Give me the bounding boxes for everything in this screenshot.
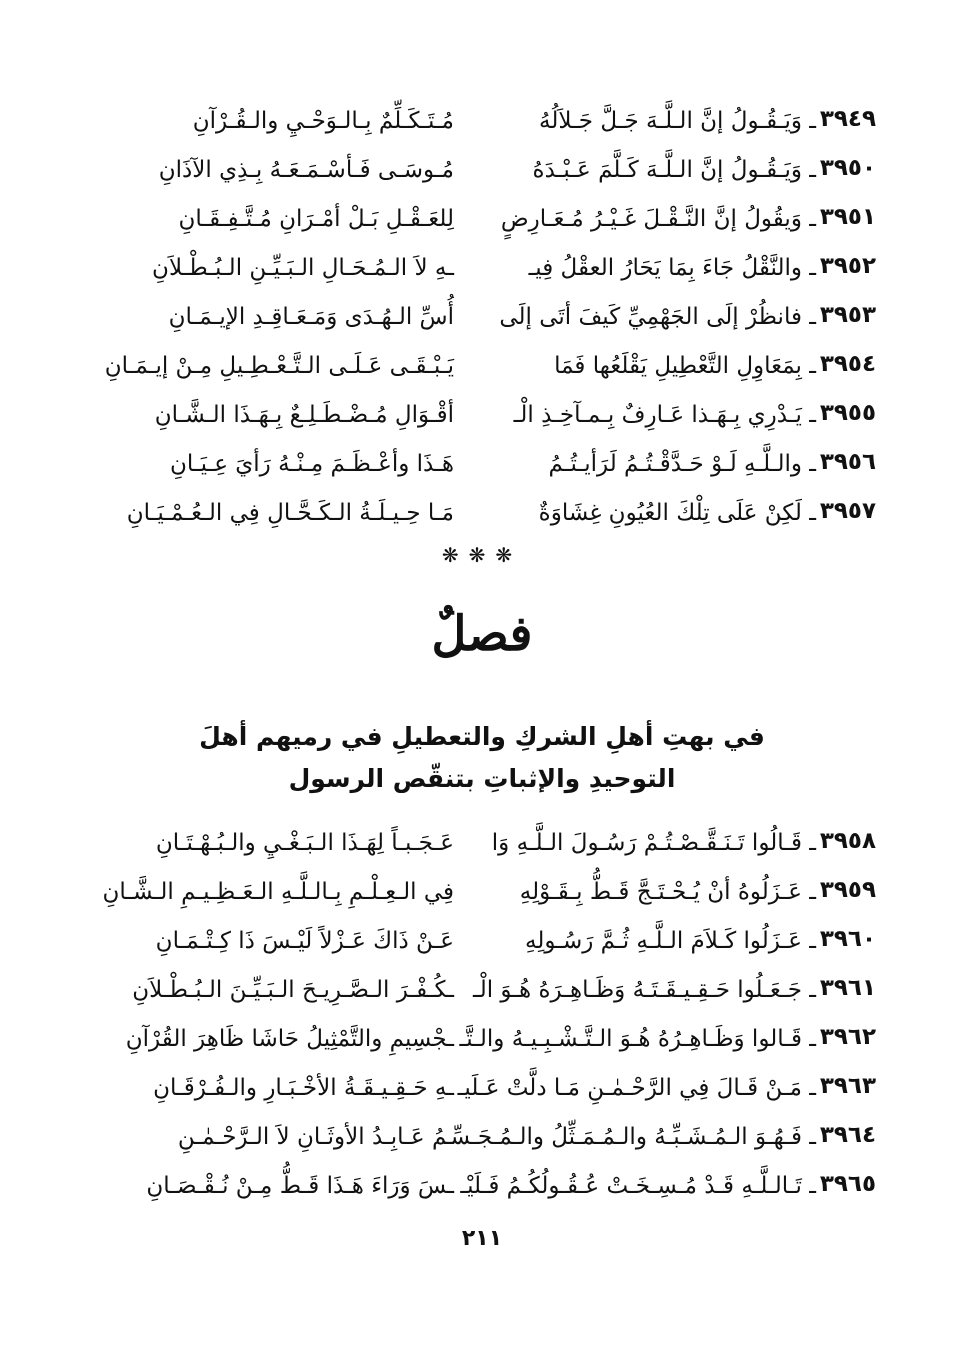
verse-row [0,100,964,149]
verse-second-hemistich: ـكُـفْـرَ الـصَّـرِيـحَ الـبَـيِّـنَ الـبُـطْـلاَنِ [132,977,454,1003]
verse-second-hemistich: مُـتَـكَـلِّمٌ بِـالـوَحْـيِ والـقُـرْآنِ [192,108,454,134]
section-divider: ❋❋❋ [441,543,523,567]
verse-number: ٣٩٦٠ [819,926,876,952]
verse-row [0,1165,964,1214]
verse-row [0,296,964,345]
verse-number: ٣٩٤٩ [819,106,876,132]
verse-second-hemistich: أُسِّ الـهُـدَى وَمَـعَـاقِـدِ الإيـمَـانِ [168,304,454,330]
verse-second-hemistich: مَـا حِـيـلَـةُ الـكَـحَّـالِ فِي الـعُـمْـيَـانِ [126,500,454,526]
verse-first-hemistich: ـ فَـهُـوَ الـمُـشَـبِّـهُ والـمُـمَـثِّلُ والـمُـجَـسِّـ [443,1124,816,1150]
verse-number: ٣٩٥٦ [819,449,876,475]
verse-number: ٣٩٦٣ [819,1073,876,1099]
verse-number: ٣٩٥٢ [819,253,876,279]
verse-number: ٣٩٥٤ [819,351,876,377]
verse-second-hemistich: ـسَ وَرَاءَ هَـذَا قَـطُّ مِـنْ نُـقْـصَـانِ [146,1173,454,1199]
verse-number: ٣٩٥٩ [819,877,876,903]
verse-first-hemistich: ـ تَـالـلَّـهِ قَـدْ مُـسِـخَـتْ عُـقُـولُكُـمُ فَـلَيْـ [460,1173,816,1199]
verse-row [0,198,964,247]
verse-first-hemistich: ـ لَكِنْ عَلَى تِلْكَ العُيُونِ غِشَاوَةٌ [538,500,816,526]
verse-first-hemistich: ـ بِمَعَاوِلِ التَّعْطِيلِ يَقْلَعُها فَمَا [554,353,816,379]
verse-second-hemistich: مُـوسَـى فَـأسْـمَـعَـهُ بِـذِي الآذَانِ [158,157,454,183]
verse-number: ٣٩٦٤ [819,1122,876,1148]
verse-second-hemistich: عَـنْ ذَاكَ عَـزْلاً لَيْـسَ ذَا كِـتْـمَـانِ [155,928,454,954]
verse-row [0,492,964,541]
verses-top [0,100,964,541]
verse-first-hemistich: ـ والنَّقْلُ جَاءَ بِمَا يَحَارُ العقْلُ فِيـ [528,255,816,281]
section-title: فصلٌ [431,606,533,662]
verse-row [0,871,964,920]
verse-row [0,1067,964,1116]
verse-row [0,1116,964,1165]
verse-first-hemistich: ـ والـلَّـهِ لَـوْ حَـدَّقْـتُـمُ لَرَأيـتُـمُ [548,451,816,477]
verse-number: ٣٩٥٥ [819,400,876,426]
verse-first-hemistich: ـ يَـدْرِي بِـهَـذا عَـارِفٌ بِـمـآخِـذِ الْـ [513,402,816,428]
verse-row [0,149,964,198]
heading-line-2: التوحيدِ والإثباتِ بتنقّص الرسول [288,764,676,793]
verse-first-hemistich: ـ عَـزَلُوهُ أنْ يُـحْـتَـجَّ قَـطُّ بِـقَـوْلِهِ [519,879,816,905]
verse-number: ٣٩٦٢ [819,1024,876,1050]
verse-first-hemistich: ـ قَـالوا وَظَـاهِـرُهُ هُـوَ الـتَّـشْـبِـيـهُ والـتَّـ [459,1026,816,1052]
verse-first-hemistich: ـ وَيَـقُـولُ إنَّ الـلَّـهَ جَـلَّ جَـلاَلُهُ [539,108,816,134]
verse-row [0,394,964,443]
verse-second-hemistich: هَـذَا وأعْـظَـمَ مِـنْـهُ رَأيَ عِـيَـانِ [169,451,454,477]
verse-second-hemistich: ـجْسِيمِ والتَّمْثِيلُ حَاشَا ظَاهِرَ القُرْآنِ [125,1026,454,1052]
verse-row [0,1018,964,1067]
verse-number: ٣٩٦٥ [819,1171,876,1197]
verse-number: ٣٩٥٠ [819,155,876,181]
verse-number: ٣٩٥١ [819,204,876,230]
verse-number: ٣٩٦١ [819,975,876,1001]
verse-number: ٣٩٥٨ [819,828,876,854]
verse-second-hemistich: فِي الـعِـلْـمِ بِـالـلَّـهِ الـعَـظِـيـمِ الـشَّـانِ [102,879,454,905]
verse-second-hemistich: يَـبْـقَـى عَـلَـى الـتَّـعْـطِـيلِ مِـنْ إيـمَـانِ [104,353,454,379]
verse-row [0,920,964,969]
page-number: ٢١١ [461,1226,503,1251]
verse-second-hemistich: ـهِ حَـقِـيـقَـةُ الأخْـبَـارِ والـفُـرْقَـانِ [153,1075,454,1101]
verse-second-hemistich: ـهِ لاَ الـمُـحَـالِ الـبَـيِّـنِ الـبُـطْـلاَنِ [152,255,454,281]
verse-second-hemistich: عَـجَـبـاً لِهَـذَا الـبَـغْـيِ والـبُـهْـتَـانِ [155,830,454,856]
verse-row [0,822,964,871]
verse-second-hemistich: أقْـوَالِ مُـضْـطَـلِـعٌ بِـهَـذَا الـشَّـانِ [154,402,454,428]
verse-second-hemistich: لِلعَـقْـلِ بَـلْ أمْـرَانِ مُـتَّـفِـقَـانِ [178,206,454,232]
verse-second-hemistich: ـمُ عَـابِـدُ الأوثَـانِ لاَ الـرَّحْـمٰـنِ [177,1124,454,1150]
verse-first-hemistich: ـ فانظُرْ إلَى الجَهْمِيِّ كَيفَ أتَى إلَى [499,304,816,330]
verse-row [0,969,964,1018]
verse-row [0,443,964,492]
heading-line-1: في بهتِ أهلِ الشركِ والتعطيلِ في رميهم أهلَ [199,722,765,751]
verse-first-hemistich: ـ وَيقُولُ إنَّ النَّـقْـلَ غَـيْـرُ مُـعَـارِضٍ [500,206,816,232]
verse-number: ٣٩٥٧ [819,498,876,524]
verse-row [0,247,964,296]
verse-first-hemistich: ـ وَيَـقُـولُ إنَّ الـلَّـهَ كَـلَّمَ عَـبْـدَهُ [532,157,816,183]
verse-number: ٣٩٥٣ [819,302,876,328]
verse-first-hemistich: ـ قَـالُوا تَـنَـقَّـصْـتُـمْ رَسُـولَ الـلَّـهِ وَا [491,830,816,856]
verses-bottom [0,822,964,1214]
verse-first-hemistich: ـ جَـعَـلُوا حَـقِـيـقَـتَـهُ وَظَـاهِـرَهُ هُـوَ الْـ [472,977,816,1003]
verse-first-hemistich: ـ مَـنْ قَـالَ فِي الرَّحْـمٰـنِ مَـا دلَّتْ عَـلَيـ [457,1075,816,1101]
verse-first-hemistich: ـ عَـزَلُوا كَـلاَمَ الـلَّـهِ ثُـمَّ رَسُـولِهِ [525,928,816,954]
verse-row [0,345,964,394]
